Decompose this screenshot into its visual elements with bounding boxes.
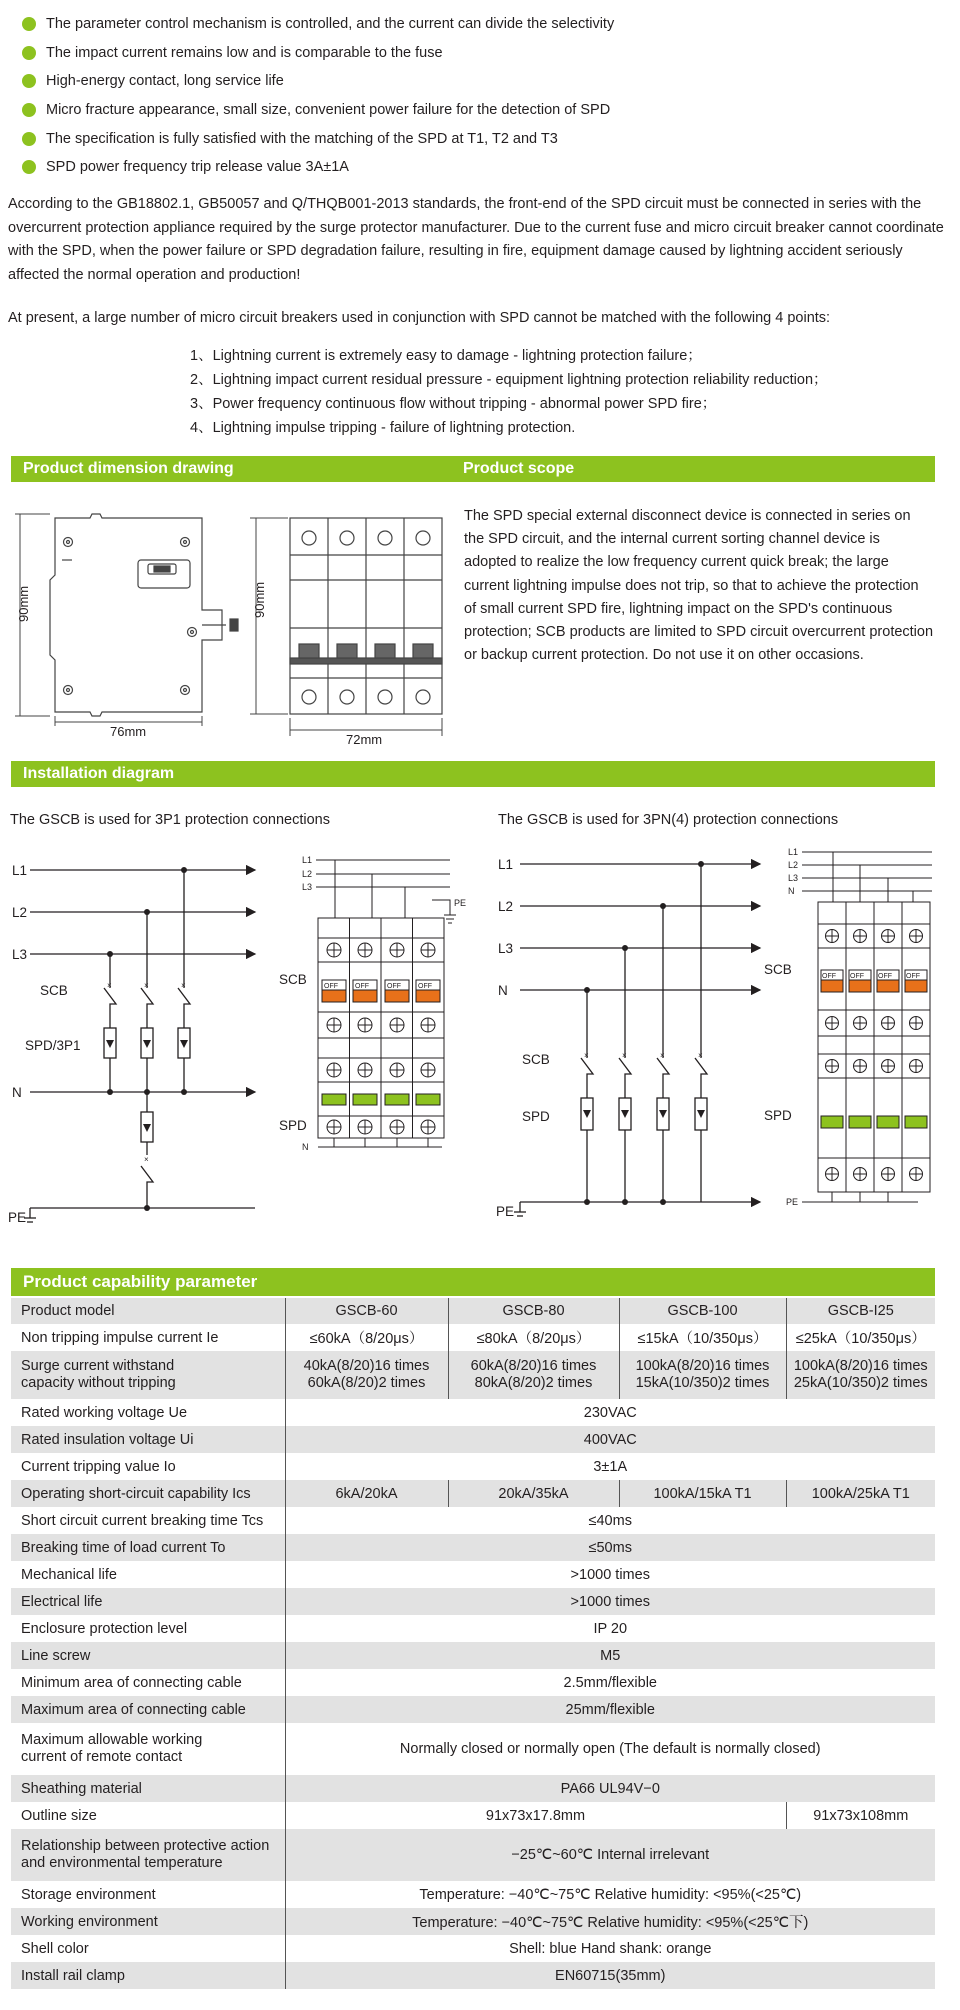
list-item: The parameter control mechanism is controlled, and the current can divide the selectivity xyxy=(22,10,942,39)
svg-text:L2: L2 xyxy=(302,869,313,879)
svg-text:OFF: OFF xyxy=(906,973,920,980)
side-view xyxy=(50,514,238,716)
l1-label: L1 xyxy=(12,863,28,878)
section-title-installation: Installation diagram xyxy=(23,765,175,782)
svg-text:PE: PE xyxy=(454,898,467,908)
svg-text:N: N xyxy=(302,1142,309,1152)
list-item: The impact current remains low and is comparable to the fuse xyxy=(22,39,942,68)
svg-text:SCB: SCB xyxy=(764,962,792,977)
l3-label: L3 xyxy=(12,947,28,962)
bullet-dot-icon xyxy=(22,17,36,31)
svg-text:OFF: OFF xyxy=(418,983,432,990)
svg-text:L1: L1 xyxy=(302,855,313,865)
svg-text:SPD: SPD xyxy=(522,1109,550,1124)
svg-text:SCB: SCB xyxy=(522,1052,550,1067)
dimension-drawing xyxy=(0,500,460,750)
spd3p1-label: SPD/3P1 xyxy=(25,1038,81,1053)
bullet-dot-icon xyxy=(22,74,36,88)
schematic-3pn-labels xyxy=(496,857,792,1219)
table-row: Breaking time of load current To ≤50ms xyxy=(11,1534,935,1561)
installation-diagram xyxy=(0,840,960,1240)
scb-label: SCB xyxy=(40,983,68,998)
svg-text:N: N xyxy=(788,886,795,896)
section-title-capability: Product capability parameter xyxy=(23,1272,258,1291)
table-row: Install rail clamp EN60715(35mm) xyxy=(11,1962,935,1989)
svg-text:×: × xyxy=(144,981,149,990)
device-3pn-small-labels xyxy=(786,847,920,1207)
front-dimension-lines xyxy=(250,518,442,736)
table-row: Line screw M5 xyxy=(11,1642,935,1669)
svg-text:OFF: OFF xyxy=(355,983,369,990)
svg-text:×: × xyxy=(698,1051,703,1060)
svg-text:N: N xyxy=(498,983,508,998)
feature-list xyxy=(22,10,942,182)
front-height-label: 90mm xyxy=(252,581,267,618)
table-row: Surge current withstand capacity without tripping 40kA(8/20)16 times 60kA(8/20)2 times 60kA(8/20)16 times 80kA(8/20)2 times 100kA(8/20)16 times 15kA(10/350)2 times 100kA(8/20)16 times 25kA(10/350)2 times xyxy=(11,1351,935,1399)
l2-label: L2 xyxy=(12,905,28,920)
table-row: Product model GSCB-60 GSCB-80 GSCB-100 GSCB-I25 xyxy=(11,1298,935,1324)
list-item: High-energy contact, long service life xyxy=(22,67,942,96)
table-row: Minimum area of connecting cable 2.5mm/flexible xyxy=(11,1669,935,1696)
table-row: Short circuit current breaking time Tcs ≤40ms xyxy=(11,1507,935,1534)
table-row: Mechanical life >1000 times xyxy=(11,1561,935,1588)
section-bar-dimension xyxy=(11,456,935,482)
table-row: Maximum area of connecting cable 25mm/flexible xyxy=(11,1696,935,1723)
svg-text:L1: L1 xyxy=(788,847,799,857)
svg-text:L2: L2 xyxy=(788,860,799,870)
list-item: Micro fracture appearance, small size, convenient power failure for the detection of SPD xyxy=(22,96,942,125)
n-label: N xyxy=(12,1085,22,1100)
svg-text:SPD: SPD xyxy=(764,1108,792,1123)
schematic-3pn xyxy=(514,864,760,1216)
schematic-3p1-labels xyxy=(8,863,307,1225)
list-item: 2、Lightning impact current residual pressure - equipment lightning protection reliability reduction； xyxy=(190,372,828,388)
svg-text:OFF: OFF xyxy=(324,983,338,990)
caption-3pn: The GSCB is used for 3PN(4) protection connections xyxy=(498,812,839,828)
side-width-label: 76mm xyxy=(110,724,147,739)
svg-text:PE: PE xyxy=(786,1197,799,1207)
table-row: Sheathing material PA66 UL94V−0 xyxy=(11,1775,935,1802)
spd-device-label: SPD xyxy=(279,1118,307,1133)
svg-text:L2: L2 xyxy=(498,899,514,914)
bullet-dot-icon xyxy=(22,160,36,174)
section-bar-installation xyxy=(11,761,935,787)
bullet-dot-icon xyxy=(22,132,36,146)
svg-text:L3: L3 xyxy=(498,941,514,956)
breaker-contact-marks-right xyxy=(584,1051,703,1060)
present-paragraph: At present, a large number of micro circuit breakers used in conjunction with SPD cannot be matched with the following 4 points: xyxy=(8,310,831,326)
svg-text:×: × xyxy=(107,981,112,990)
svg-text:×: × xyxy=(584,1051,589,1060)
list-item: The specification is fully satisfied with the matching of the SPD at T1, T2 and T3 xyxy=(22,124,942,153)
svg-text:×: × xyxy=(660,1051,665,1060)
bullet-dot-icon xyxy=(22,103,36,117)
table-row: Shell color Shell: blue Hand shank: orange xyxy=(11,1935,935,1962)
device-3pn xyxy=(802,852,932,1202)
list-item: 4、Lightning impulse tripping - failure of lightning protection. xyxy=(190,420,576,436)
svg-text:OFF: OFF xyxy=(822,973,836,980)
pe-label: PE xyxy=(8,1210,27,1225)
section-title-dimension: Product dimension drawing xyxy=(23,460,234,477)
table-row: Electrical life >1000 times xyxy=(11,1588,935,1615)
table-row: Non tripping impulse current Ie ≤60kA（8/20μs） ≤80kA（8/20μs） ≤15kA（10/350μs） ≤25kA（10/350μs） xyxy=(11,1324,935,1351)
list-item: 1、Lightning current is extremely easy to damage - lightning protection failure； xyxy=(190,348,702,364)
side-height-label: 90mm xyxy=(16,585,31,622)
table-row: Operating short-circuit capability Ics 6kA/20kA 20kA/35kA 100kA/15kA T1 100kA/25kA T1 xyxy=(11,1480,935,1507)
table-row: Enclosure protection level IP 20 xyxy=(11,1615,935,1642)
schematic-3pn-dots xyxy=(583,861,705,1205)
svg-text:PE: PE xyxy=(496,1204,515,1219)
table-row: Outline size 91x73x17.8mm 91x73x108mm xyxy=(11,1802,935,1829)
section-title-scope: Product scope xyxy=(463,460,575,477)
table-row: Maximum allowable working current of remote contact Normally closed or normally open (The default is normally closed) xyxy=(11,1723,935,1775)
svg-text:OFF: OFF xyxy=(878,973,892,980)
caption-3p1: The GSCB is used for 3P1 protection connections xyxy=(10,812,330,828)
table-row: Current tripping value Io 3±1A xyxy=(11,1453,935,1480)
bullet-dot-icon xyxy=(22,46,36,60)
table-row: Rated insulation voltage Ui 400VAC xyxy=(11,1426,935,1453)
front-width-label: 72mm xyxy=(346,732,383,747)
svg-text:×: × xyxy=(622,1051,627,1060)
problem-list xyxy=(190,344,828,440)
svg-text:L3: L3 xyxy=(302,882,313,892)
side-dimension-lines xyxy=(15,514,202,726)
svg-text:L3: L3 xyxy=(788,873,799,883)
scope-text: The SPD special external disconnect device is connected in series on the SPD circuit, and the internal current sorting channel device is adopted to realize the low frequency current quick break; the large current lightning impulse does not trip, so that to achieve the protection of small current SPD fire, lightning impact on the SPD's continuous protection; SCB products are limited to SPD circuit overcurrent protection or backup current protection. Do not use it on other occasions. xyxy=(464,508,934,664)
table-row: Relationship between protective action and environmental temperature −25℃~60℃ Internal irrelevant xyxy=(11,1829,935,1881)
svg-text:L1: L1 xyxy=(498,857,514,872)
svg-text:×: × xyxy=(144,1155,149,1164)
list-item: SPD power frequency trip release value 3A±1A xyxy=(22,153,942,182)
svg-text:OFF: OFF xyxy=(850,973,864,980)
list-item: 3、Power frequency continuous flow without tripping - abnormal power SPD fire； xyxy=(190,396,717,412)
table-row: Working environment Temperature: −40℃~75℃ Relative humidity: <95%(<25℃下) xyxy=(11,1908,935,1935)
intro-paragraph: According to the GB18802.1, GB50057 and Q/THQB001-2013 standards, the front-end of the SPD circuit must be connected in series with the overcurrent protection appliance required by the surge protector manufacturer. Due to the current fuse and micro circuit breaker cannot coordinate with the SPD, when the power failure or SPD degradation failure, resulting in fire, equipment damage caused by lightning accident seriously affected the normal operation and production! xyxy=(8,196,944,283)
svg-text:OFF: OFF xyxy=(387,983,401,990)
svg-text:×: × xyxy=(181,981,186,990)
capability-table xyxy=(11,1298,935,1989)
table-row: Storage environment Temperature: −40℃~75℃ Relative humidity: <95%(<25℃) xyxy=(11,1881,935,1908)
table-row: Rated working voltage Ue 230VAC xyxy=(11,1399,935,1426)
front-view xyxy=(290,518,442,714)
scb-device-label: SCB xyxy=(279,972,307,987)
section-bar-capability xyxy=(11,1268,935,1296)
